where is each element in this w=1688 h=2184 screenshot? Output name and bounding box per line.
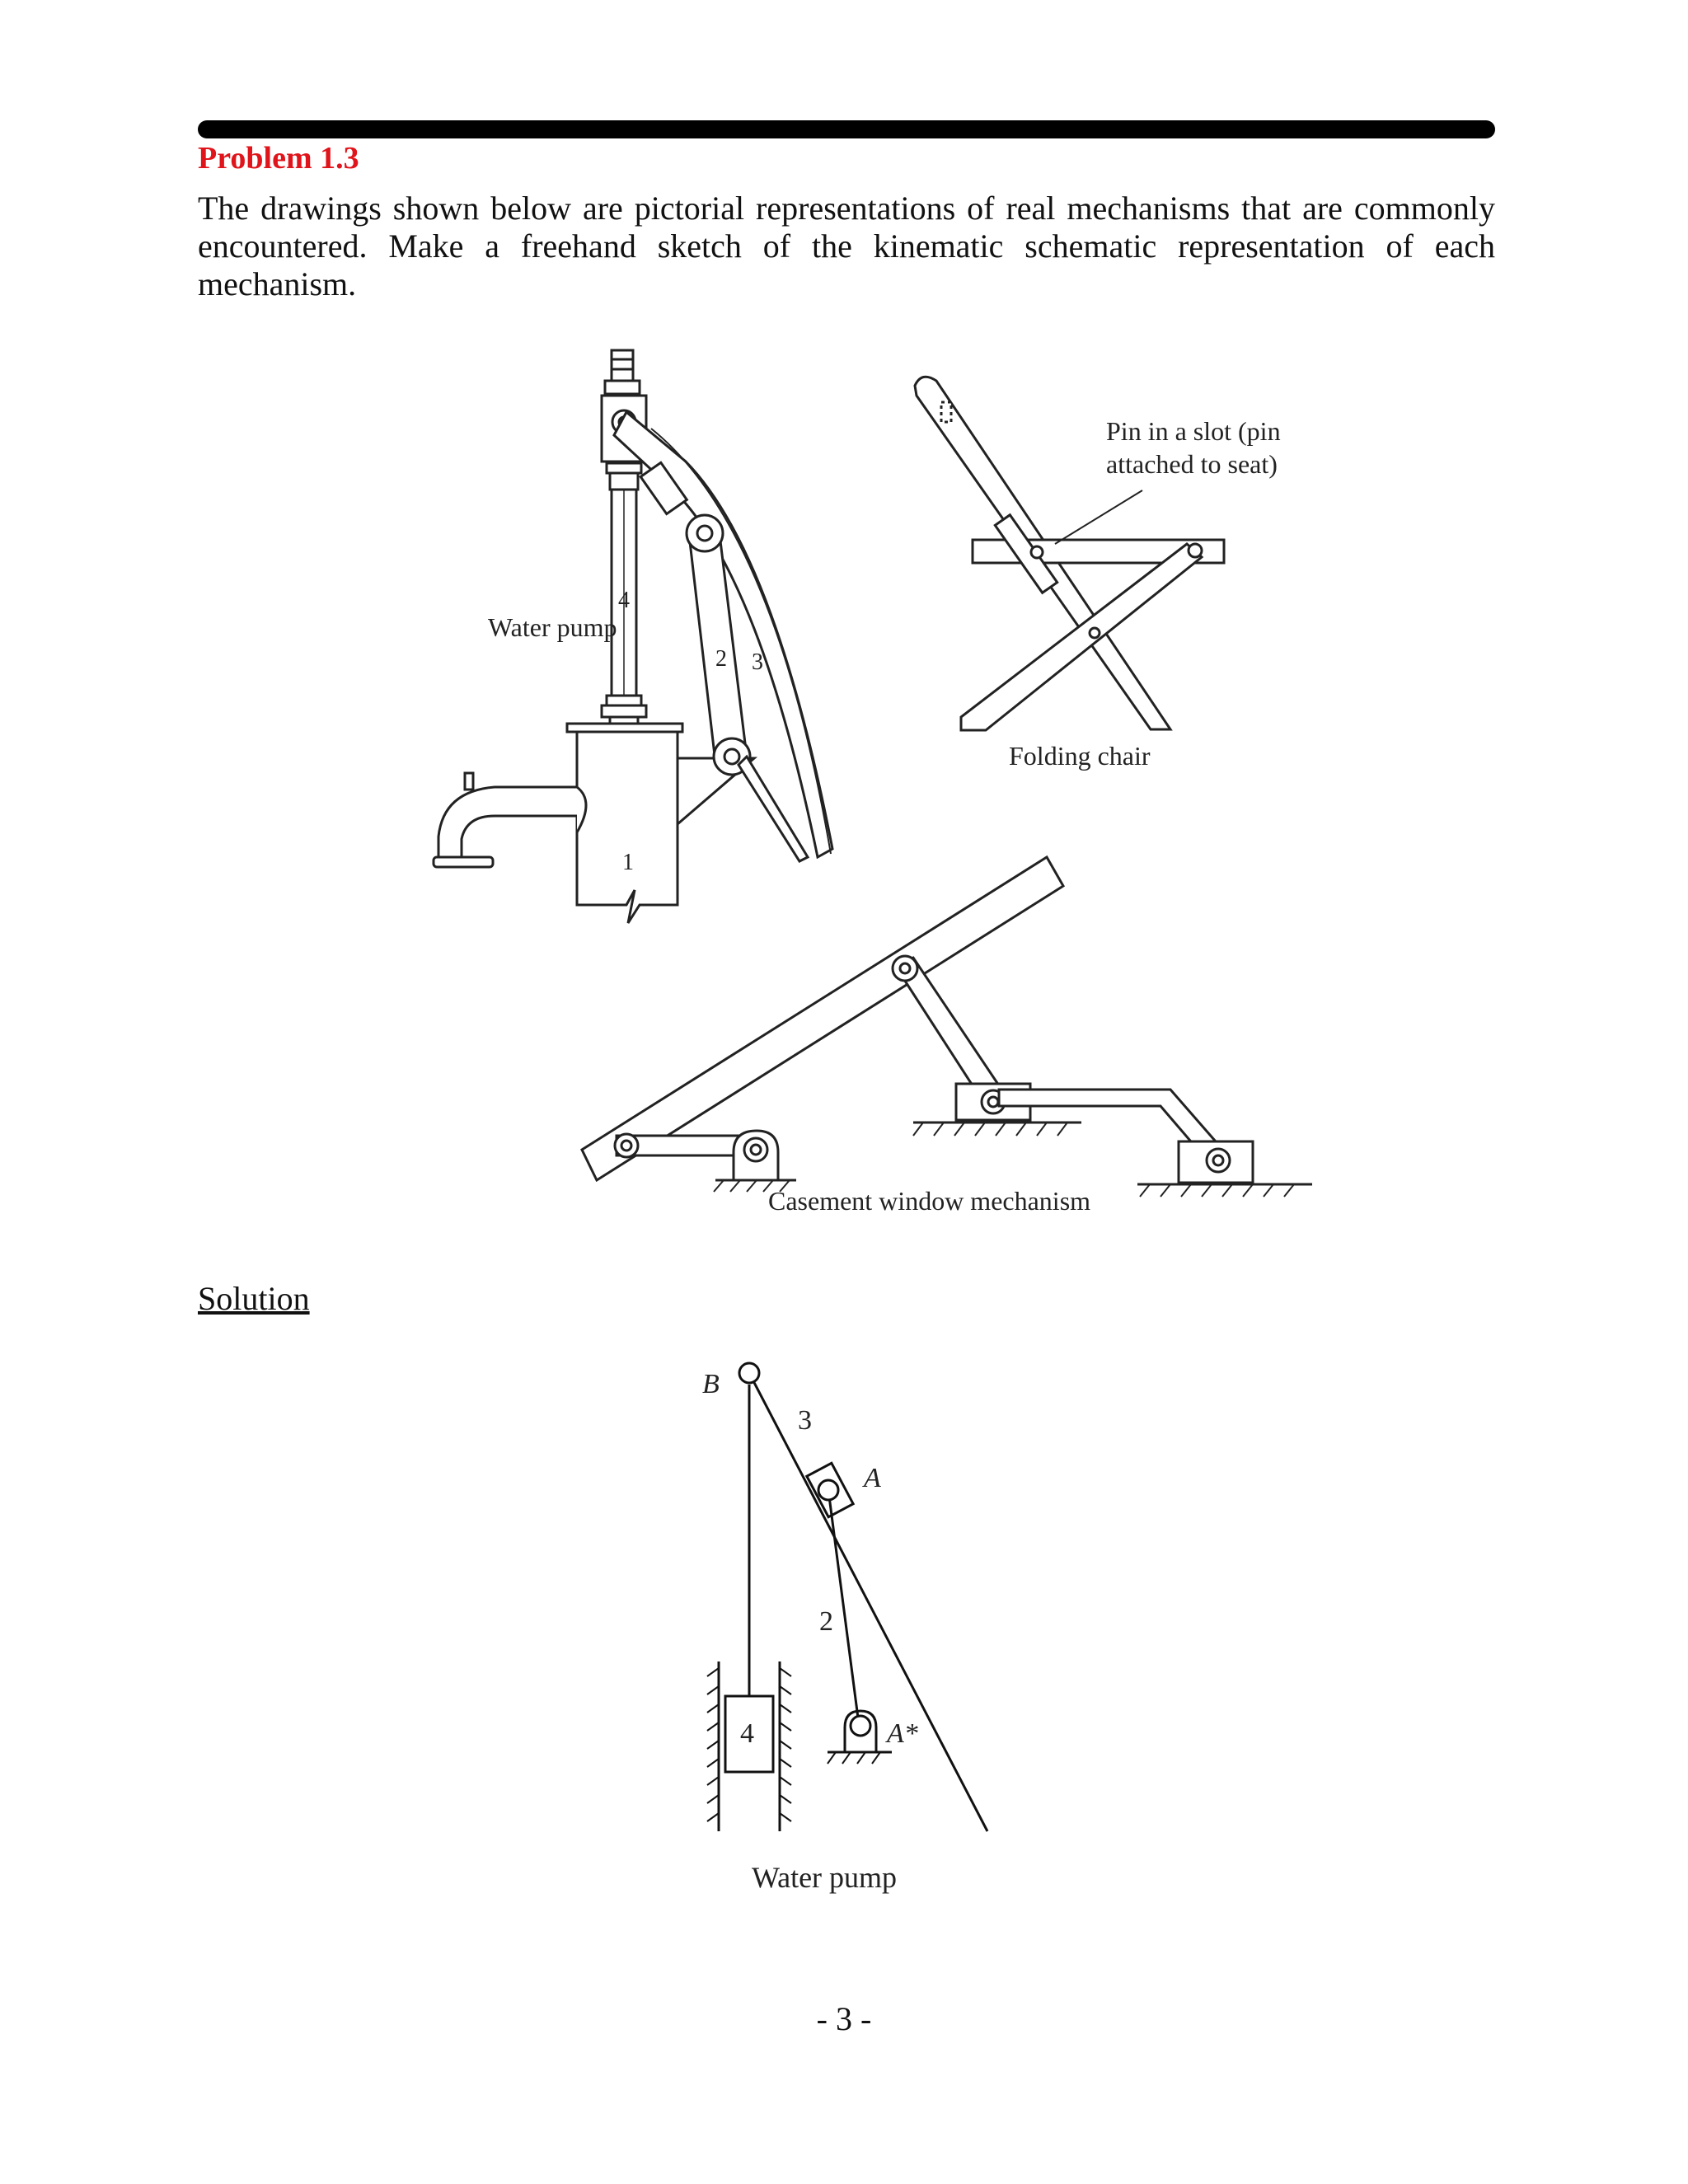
water-pump-caption: Water pump: [488, 612, 617, 642]
problem-title: Problem 1.3: [198, 141, 359, 176]
pump-label-4: 4: [618, 588, 630, 613]
schematic-label-3: 3: [798, 1405, 812, 1436]
schematic-label-B: B: [702, 1369, 720, 1399]
pump-label-3: 3: [752, 649, 763, 675]
schematic-caption: Water pump: [752, 1861, 898, 1894]
schematic-label-4: 4: [740, 1718, 754, 1749]
chair-callout-line2: attached to seat): [1106, 449, 1278, 479]
solution-heading: Solution: [198, 1280, 310, 1317]
schematic-label-A-star: A*: [887, 1718, 918, 1749]
casement-window-drawing: [582, 857, 1312, 1184]
schematic-label-2: 2: [819, 1606, 833, 1637]
chair-callout-line1: Pin in a slot (pin: [1106, 416, 1281, 446]
pump-label-1: 1: [622, 850, 634, 875]
page-number: - 3 -: [816, 2000, 872, 2037]
folding-chair-caption: Folding chair: [1009, 741, 1151, 771]
schematic-label-A: A: [864, 1463, 881, 1493]
pump-label-2: 2: [715, 646, 727, 672]
problem-statement: The drawings shown below are pictorial representations of real mechanisms that are commonly encountered. Make a freehand sketch of the kinematic schematic representation of each mechanism.: [198, 190, 1495, 302]
solution-schematic: [719, 1373, 987, 1831]
casement-caption: Casement window mechanism: [768, 1186, 1091, 1216]
